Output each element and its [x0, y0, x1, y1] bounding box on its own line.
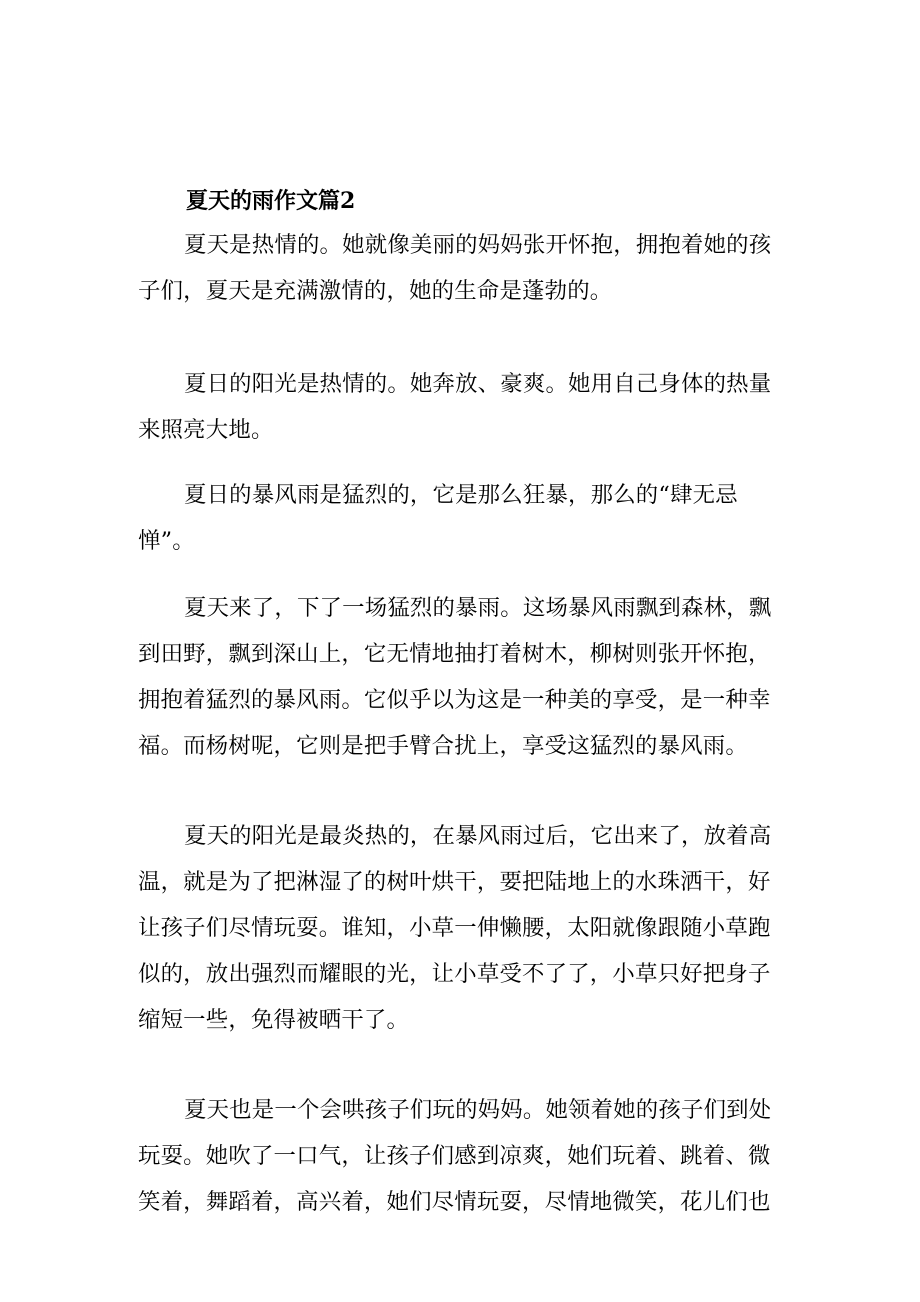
document-title: 夏天的雨作文篇2: [186, 188, 356, 214]
paragraph: 夏日的阳光是热情的。她奔放、豪爽。她用自己身体的热量来照亮大地。: [138, 371, 772, 443]
paragraph: 夏天来了，下了一场猛烈的暴雨。这场暴风雨飘到森林，飘到田野，飘到深山上，它无情地抽打着树木，柳树则张开怀抱，拥抱着猛烈的暴风雨。它似乎以为这是一种美的享受，是一种幸福。而杨树呢，它则是把手臂合扰上，享受这猛烈的暴风雨。: [138, 595, 772, 759]
paragraph: 夏天是热情的。她就像美丽的妈妈张开怀抱，拥抱着她的孩子们，夏天是充满激情的，她的生命是蓬勃的。: [138, 232, 772, 304]
paragraph: 夏天也是一个会哄孩子们玩的妈妈。她领着她的孩子们到处玩耍。她吹了一口气，让孩子们感到凉爽，她们玩着、跳着、微笑着，舞蹈着，高兴着，她们尽情玩耍，尽情地微笑，花儿们也: [138, 1097, 772, 1215]
paragraph: 夏天的阳光是最炎热的，在暴风雨过后，它出来了，放着高温，就是为了把淋湿了的树叶烘干，要把陆地上的水珠洒干，好让孩子们尽情玩耍。谁知，小草一伸懒腰，太阳就像跟随小草跑似的，放出强烈而耀眼的光，让小草受不了了，小草只好把身子缩短一些，免得被晒干了。: [138, 823, 772, 1033]
paragraph: 夏日的暴风雨是猛烈的，它是那么狂暴，那么的“肆无忌惮”。: [138, 482, 738, 554]
